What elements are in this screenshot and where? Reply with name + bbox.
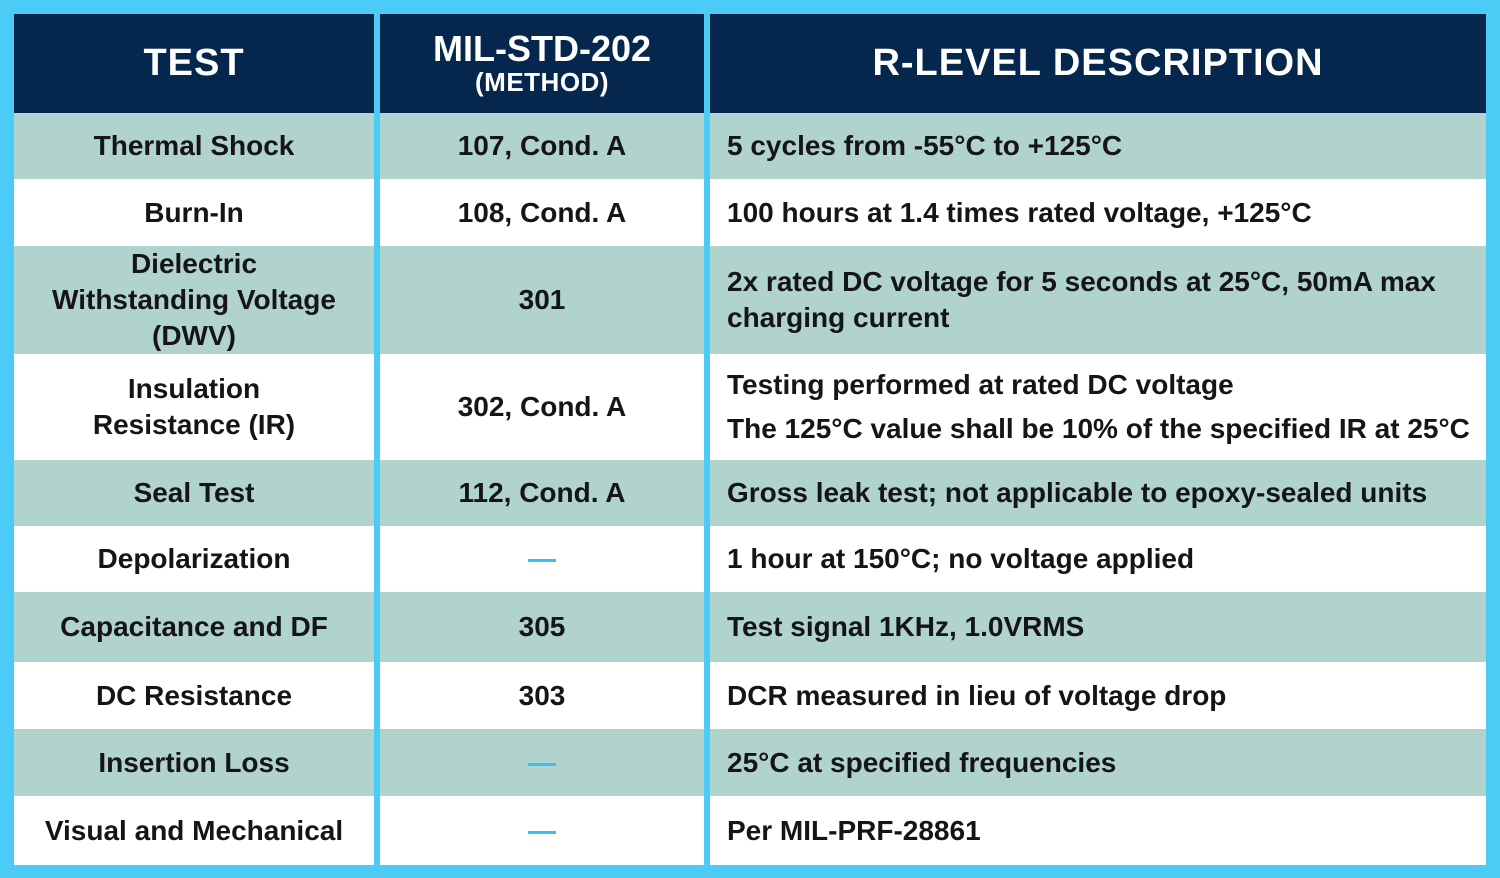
table-body — [14, 113, 1486, 865]
header-method-main: MIL-STD-202 — [432, 27, 652, 69]
description-line: Test signal 1KHz, 1.0VRMS — [727, 611, 1085, 642]
header-test: TEST — [14, 14, 377, 113]
cell-test: Thermal Shock — [14, 113, 377, 179]
table-row — [14, 113, 1486, 179]
cell-method: 112, Cond. A — [377, 460, 707, 526]
header-description: R-LEVEL DESCRIPTION — [707, 14, 1486, 113]
cell-test: DC Resistance — [14, 662, 377, 729]
table-row — [14, 592, 1486, 662]
description-line: 25°C at specified frequencies — [727, 746, 1117, 778]
cell-test: Capacitance and DF — [14, 592, 377, 662]
cell-method — [377, 526, 707, 592]
cell-description — [707, 113, 1486, 179]
table-row — [14, 246, 1486, 354]
table-row — [14, 796, 1486, 865]
cell-method: 107, Cond. A — [377, 113, 707, 179]
header-method — [377, 14, 707, 113]
cell-description — [707, 592, 1486, 662]
dash-mark — [528, 559, 556, 562]
table-row — [14, 729, 1486, 796]
description-line: 1 hour at 150°C; no voltage applied — [727, 543, 1195, 574]
table-row — [14, 354, 1486, 460]
table-row — [14, 460, 1486, 526]
description-line: Per MIL-PRF-28861 — [727, 814, 981, 846]
cell-method: 303 — [377, 662, 707, 729]
cell-test: Insertion Loss — [14, 729, 377, 796]
description-line: 100 hours at 1.4 times rated voltage, +125°C — [727, 196, 1312, 228]
cell-description — [707, 796, 1486, 865]
dash-mark — [528, 831, 556, 834]
cell-description — [707, 526, 1486, 592]
description-line: 2x rated DC voltage for 5 seconds at 25°C, 50mA max charging current — [727, 266, 1436, 333]
cell-method: 302, Cond. A — [377, 354, 707, 460]
header-method-sub: (METHOD) — [475, 66, 609, 97]
cell-description — [707, 179, 1486, 246]
table-row — [14, 179, 1486, 246]
cell-method: 301 — [377, 246, 707, 354]
cell-test: Dielectric Withstanding Voltage (DWV) — [14, 246, 377, 354]
description-line: Gross leak test; not applicable to epoxy-sealed units — [727, 477, 1428, 508]
cell-method: 108, Cond. A — [377, 179, 707, 246]
cell-test: Visual and Mechanical — [14, 796, 377, 865]
description-line: DCR measured in lieu of voltage drop — [727, 679, 1227, 711]
cell-method — [377, 729, 707, 796]
cell-test: Seal Test — [14, 460, 377, 526]
cell-test: Depolarization — [14, 526, 377, 592]
description-line: Testing performed at rated DC voltage — [727, 369, 1234, 400]
cell-method — [377, 796, 707, 865]
header-row — [14, 14, 1486, 113]
spec-table — [14, 14, 1486, 865]
cell-description — [707, 354, 1486, 460]
cell-test: Insulation Resistance (IR) — [14, 354, 377, 460]
description-line: 5 cycles from -55°C to +125°C — [727, 130, 1123, 161]
table-row — [14, 662, 1486, 729]
description-line: The 125°C value shall be 10% of the specified IR at 25°C — [727, 413, 1470, 444]
cell-description — [707, 460, 1486, 526]
cell-test: Burn-In — [14, 179, 377, 246]
cell-method: 305 — [377, 592, 707, 662]
cell-description — [707, 729, 1486, 796]
table-row — [14, 526, 1486, 592]
cell-description — [707, 662, 1486, 729]
cell-description — [707, 246, 1486, 354]
dash-mark — [528, 763, 556, 766]
